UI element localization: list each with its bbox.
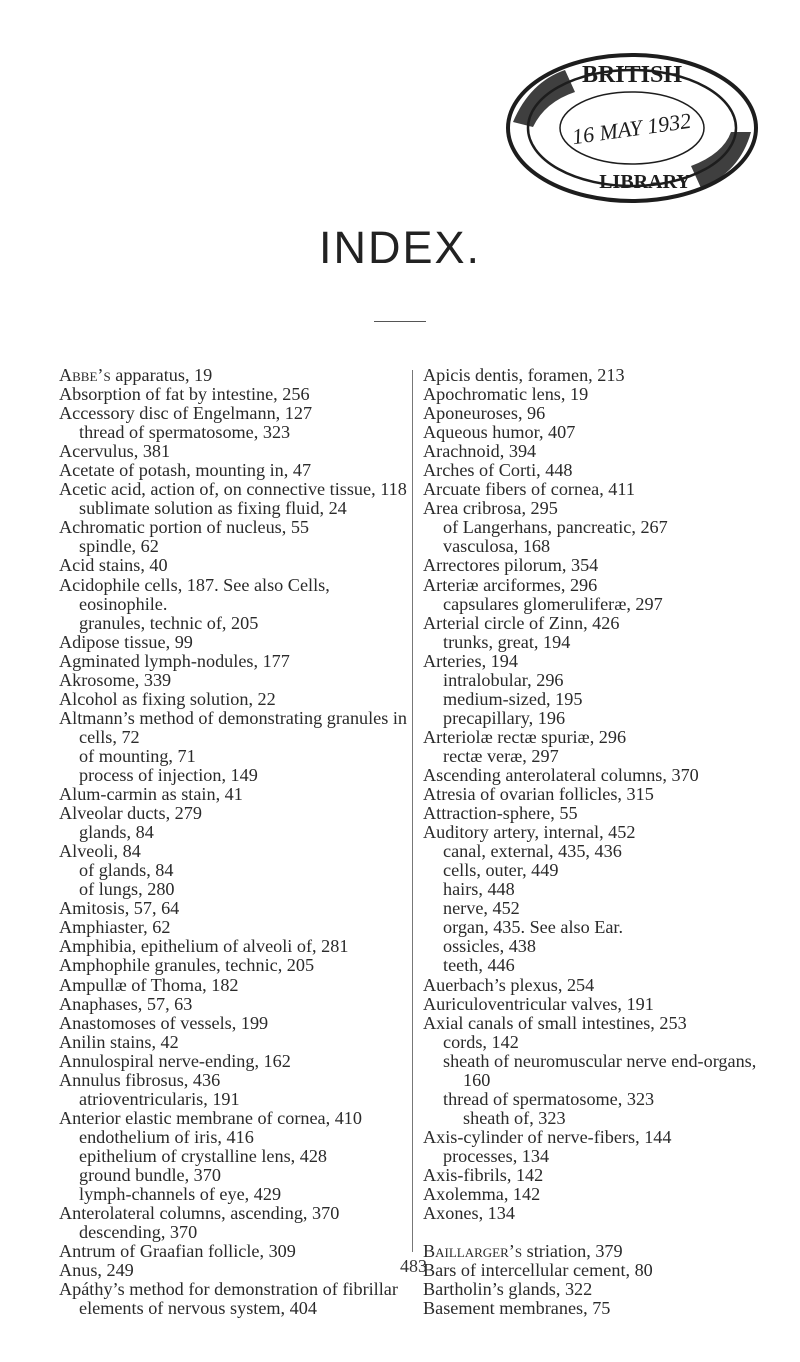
index-entry: Auerbach’s plexus, 254 — [423, 974, 595, 995]
index-subentry: granules, technic of, 205 — [79, 612, 259, 633]
title-rule — [374, 321, 426, 322]
index-entry: Axolemma, 142 — [423, 1184, 541, 1205]
index-entry: Axis-fibrils, 142 — [423, 1164, 544, 1185]
index-entry: Aqueous humor, 407 — [423, 422, 576, 443]
index-subentry: intralobular, 296 — [443, 669, 564, 690]
index-entry: Arrectores pilorum, 354 — [423, 555, 599, 576]
index-subentry: processes, 134 — [443, 1145, 550, 1166]
page-number: 483 — [400, 1256, 427, 1276]
index-entry: Arachnoid, 394 — [423, 441, 537, 462]
index-entry: Acid stains, 40 — [59, 555, 168, 576]
index-entry: Apochromatic lens, 19 — [423, 384, 589, 405]
index-subentry: cords, 142 — [443, 1031, 519, 1052]
index-subentry: teeth, 446 — [443, 955, 515, 976]
index-entry: Auriculoventricular valves, 191 — [423, 993, 654, 1014]
index-entry: Axis-cylinder of nerve-fibers, 144 — [423, 1126, 672, 1147]
index-subentry: sheath of neuromuscular nerve end-organs, 160 — [443, 1050, 757, 1090]
stamp-bottom-text: LIBRARY — [599, 171, 691, 193]
index-entry: Axial canals of small intestines, 253 — [423, 1012, 687, 1033]
index-subentry: lymph-channels of eye, 429 — [79, 1184, 282, 1205]
index-right-column — [423, 366, 768, 1318]
index-entry: Baillarger’s striation, 379 — [423, 1241, 623, 1262]
index-entry: Achromatic portion of nucleus, 55 — [59, 517, 310, 538]
index-subentry: nerve, 452 — [443, 898, 520, 919]
index-entry: Alum-carmin as stain, 41 — [59, 784, 243, 805]
index-subentry: canal, external, 435, 436 — [443, 841, 622, 862]
index-entry: Arterial circle of Zinn, 426 — [423, 612, 620, 633]
index-entry: Amitosis, 57, 64 — [59, 898, 180, 919]
index-entry: Apáthy’s method for demonstration of fibrillar elements of nervous system, 404 — [59, 1279, 398, 1319]
index-entry: Arcuate fibers of cornea, 411 — [423, 479, 635, 500]
index-subentry: trunks, great, 194 — [443, 631, 571, 652]
index-entry: Altmann’s method of demonstrating granules in cells, 72 — [59, 707, 408, 747]
index-entry: Attraction-sphere, 55 — [423, 803, 578, 824]
index-entry: Alcohol as fixing solution, 22 — [59, 688, 276, 709]
index-entry: Accessory disc of Engelmann, 127 — [59, 403, 313, 424]
index-subentry: of mounting, 71 — [79, 745, 196, 766]
index-subentry: ossicles, 438 — [443, 936, 536, 957]
index-entry: Area cribrosa, 295 — [423, 498, 558, 519]
index-entry: Arches of Corti, 448 — [423, 460, 573, 481]
index-entry: Axones, 134 — [423, 1203, 515, 1224]
index-entry: Akrosome, 339 — [59, 669, 172, 690]
index-subentry: sublimate solution as fixing fluid, 24 — [79, 498, 347, 519]
index-entry: Arteries, 194 — [423, 650, 518, 671]
index-entry: Amphophile granules, technic, 205 — [59, 955, 315, 976]
index-entry: Bars of intercellular cement, 80 — [423, 1260, 653, 1281]
index-subentry: vasculosa, 168 — [443, 536, 551, 557]
index-entry: Anterior elastic membrane of cornea, 410 — [59, 1107, 362, 1128]
index-entry: Anaphases, 57, 63 — [59, 993, 193, 1014]
index-subentry: thread of spermatosome, 323 — [79, 422, 291, 443]
index-entry: Acidophile cells, 187. See also Cells, eosinophile. — [59, 574, 330, 614]
library-stamp — [505, 52, 759, 205]
index-entry: Agminated lymph-nodules, 177 — [59, 650, 290, 671]
index-entry: Annulospiral nerve-ending, 162 — [59, 1050, 291, 1071]
index-entry: Arteriæ arciformes, 296 — [423, 574, 598, 595]
index-subentry: of lungs, 280 — [79, 879, 175, 900]
index-entry: Annulus fibrosus, 436 — [59, 1069, 221, 1090]
index-subentry: of Langerhans, pancreatic, 267 — [443, 517, 668, 538]
index-entry: Alveolar ducts, 279 — [59, 803, 202, 824]
index-entry: Amphiaster, 62 — [59, 917, 171, 938]
index-subentry: thread of spermatosome, 323 — [443, 1088, 655, 1109]
index-entry: Anus, 249 — [59, 1260, 134, 1281]
index-entry: Amphibia, epithelium of alveoli of, 281 — [59, 936, 349, 957]
index-subentry: medium-sized, 195 — [443, 688, 583, 709]
stamp-center-text: 16 MAY 1932 — [570, 107, 693, 150]
index-entry: Basement membranes, 75 — [423, 1298, 611, 1319]
index-subentry: epithelium of crystalline lens, 428 — [79, 1145, 328, 1166]
index-entry: Apicis dentis, foramen, 213 — [423, 365, 625, 385]
index-entry: Acetate of potash, mounting in, 47 — [59, 460, 312, 481]
stamp-top-text: BRITISH — [581, 62, 683, 88]
index-entry: Absorption of fat by intestine, 256 — [59, 384, 310, 405]
index-subentry: of glands, 84 — [79, 860, 174, 881]
index-entry: Anterolateral columns, ascending, 370 — [59, 1203, 340, 1224]
index-entry: Arteriolæ rectæ spuriæ, 296 — [423, 726, 627, 747]
index-subentry: capsulares glomeruliferæ, 297 — [443, 593, 663, 614]
index-entry: Atresia of ovarian follicles, 315 — [423, 784, 654, 805]
index-entry: Adipose tissue, 99 — [59, 631, 193, 652]
column-divider — [412, 370, 413, 1252]
index-entry: Acervulus, 381 — [59, 441, 171, 462]
index-subentry: hairs, 448 — [443, 879, 515, 900]
index-subentry: cells, outer, 449 — [443, 860, 559, 881]
index-subentry: organ, 435. See also Ear. — [443, 917, 623, 938]
section-gap — [423, 1223, 768, 1242]
index-entry: Ampullæ of Thoma, 182 — [59, 974, 239, 995]
index-entry: Alveoli, 84 — [59, 841, 141, 862]
index-subentry: endothelium of iris, 416 — [79, 1126, 254, 1147]
index-subentry: glands, 84 — [79, 822, 154, 843]
index-entry: Acetic acid, action of, on connective tissue, 118 — [59, 479, 407, 500]
index-subentry: rectæ veræ, 297 — [443, 745, 559, 766]
index-subentry: process of injection, 149 — [79, 764, 258, 785]
index-subentry: spindle, 62 — [79, 536, 159, 557]
index-entry: Bartholin’s glands, 322 — [423, 1279, 593, 1300]
index-entry: Anilin stains, 42 — [59, 1031, 179, 1052]
index-entry: Aponeuroses, 96 — [423, 403, 546, 424]
index-entry: Anastomoses of vessels, 199 — [59, 1012, 269, 1033]
index-entry: Auditory artery, internal, 452 — [423, 822, 636, 843]
index-title: INDEX. — [318, 222, 482, 273]
index-subentry: sheath of, 323 — [463, 1107, 566, 1128]
index-entry: Antrum of Graafian follicle, 309 — [59, 1241, 296, 1262]
index-subentry: descending, 370 — [79, 1222, 198, 1243]
index-left-column — [59, 366, 411, 1318]
index-entry: Abbe’s apparatus, 19 — [59, 365, 213, 385]
index-entry: Ascending anterolateral columns, 370 — [423, 764, 699, 785]
index-subentry: precapillary, 196 — [443, 707, 566, 728]
index-subentry: atrioventricularis, 191 — [79, 1088, 240, 1109]
index-subentry: ground bundle, 370 — [79, 1164, 221, 1185]
